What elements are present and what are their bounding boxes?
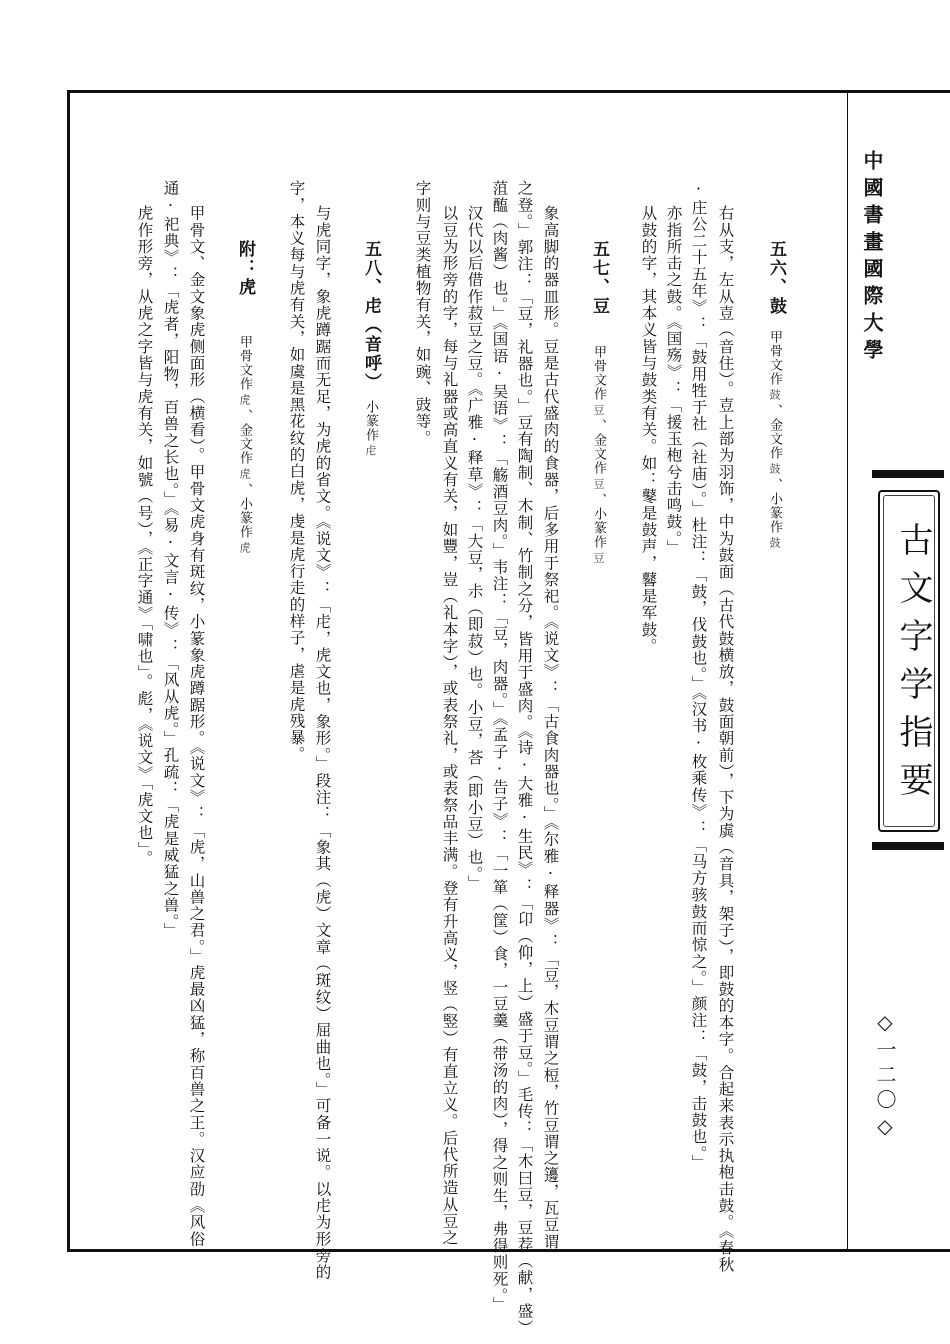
section-56-para-4: 从鼓的字，其本义皆与鼓类有关。如：鼕是鼓声，鼛是军鼓。 (639, 205, 658, 655)
section-58-para-1: 与虎同字，象虎蹲踞而无足，为虎的省文。《说文》：「虍，虎文也，象形。」段注：「象其（虎）文章（斑纹）屈曲也。」可备一说。以虍为形旁的 (313, 205, 332, 1281)
forms-label: 、小篆作 (237, 483, 252, 539)
section-57-para-1: 象高脚的器皿形。豆是古代盛肉的食器，后多用于祭祀。《说文》：「古食肉器也。」《尔雅·释器》：「豆，木豆谓之梪，竹豆谓之籩，瓦豆谓 (541, 205, 560, 1250)
cartouche-frame (878, 490, 940, 832)
seal-glyph: 虍 (364, 445, 377, 457)
forms-label: 甲骨文作 (237, 335, 252, 391)
seal-glyph: 虎 (238, 542, 251, 554)
appendix-para-3: 虎作形旁，从虎之字皆与虎有关，如號（号），《正字通》「啸也」。彪，《说文》「虎文也」。 (135, 205, 154, 867)
section-56-para-1: 右从支，左从壴（音住）。壴上部为羽饰，中为鼓面（古代鼓横放，鼓面朝前），下为虡（音具，架子），即鼓的本字。合起来表示执枹击鼓。《春秋 (716, 205, 735, 1273)
bronze-glyph: 豆 (592, 478, 605, 490)
appendix-heading: 附：虎 (235, 240, 255, 297)
seal-glyph: 豆 (592, 552, 605, 564)
bronze-glyph: 虎 (238, 468, 251, 480)
section-57-para-5: 以豆为形旁的字，每与礼器或高直义有关，如豐，豈（礼本字），或表祭礼，或表祭品丰满。登有升高义，竖（竪）有直立义。后代所造从豆之 (440, 205, 459, 1247)
section-58-heading: 五八、虍（音呼） (361, 240, 381, 392)
section-57-para-6: 字则与豆类植物有关，如豌、豉等。 (413, 180, 432, 447)
section-57-para-3: 菹醢（肉酱）也。」《国语·吴语》：「觞酒豆肉。」韦注：「豆，肉器。」《孟子·告子》：「一箪（筐）食，一豆羹（带汤的肉），得之则生，弗得则死。」 (490, 180, 509, 1313)
forms-label: 、金文作 (591, 419, 606, 475)
forms-label: 、小篆作 (591, 493, 606, 549)
book-title: 古文字学指要 (893, 522, 933, 810)
appendix-forms (238, 335, 251, 557)
sidebar-divider (847, 90, 848, 1252)
appendix-para-2: 通·祀典》：「虎者，阳物，百兽之长也。」《易·文言·传》：「风从虎。」孔疏：「虎是威猛之兽。」 (161, 180, 180, 940)
page-number: ◇一二〇◇ (873, 1010, 897, 1143)
cartouche-bottom-bar (872, 842, 944, 850)
section-56-title: 五六、鼓 (766, 240, 786, 316)
section-57-forms (592, 345, 605, 567)
section-57-para-4: 汉代以后借作菽豆之豆。《广雅·释草》：「大豆，尗（即菽）也。小豆，荅（即小豆）也。」 (465, 205, 484, 892)
forms-label: 甲骨文作 (767, 330, 782, 386)
section-57-para-2: 之登。」郭注：「豆，礼器也。」豆有陶制、木制、竹制之分，皆用于盛肉。《诗·大雅·生民》：「卬（仰，上）盛于豆。」毛传：「木曰豆，豆荐（献，盛） (515, 180, 534, 1337)
forms-label: 、金文作 (237, 409, 252, 465)
section-56-para-2: ·庄公二十五年》：「鼓用牲于社（社庙）。」杜注：「鼓，伐鼓也。」《汉书·枚乘传》：「马方骇鼓而惊之。」颜注：「鼓，击鼓也。」 (689, 180, 708, 1171)
cartouche-top-bar (872, 470, 944, 478)
forms-label: 甲骨文作 (591, 345, 606, 401)
forms-label: 小篆作 (363, 400, 378, 442)
section-58-forms (364, 400, 377, 460)
section-57-heading: 五七、豆 (589, 240, 609, 316)
oracle-glyph: 鼓 (768, 389, 781, 401)
book-title-cartouche (872, 470, 944, 850)
section-58-para-2: 字，本义每与虎有关，如虞是黑花纹的白虎，虔是虎行走的样子，虐是虎残暴。 (287, 180, 306, 763)
bronze-glyph: 鼓 (768, 463, 781, 475)
appendix-para-1: 甲骨文、金文象虎侧面形（横看）。甲骨文虎身有斑纹，小篆象虎蹲踞形。《说文》：「虎，山兽之君。」虎最凶猛，称百兽之王。汉应劭《风俗 (187, 205, 206, 1248)
oracle-glyph: 虎 (238, 394, 251, 406)
seal-glyph: 鼓 (768, 537, 781, 549)
section-56-forms (768, 330, 781, 552)
section-56-para-3: 亦指所击之鼓。《国殇》：「援玉枹兮击鸣鼓。」 (664, 205, 683, 556)
university-name: 中國書畫國際大學 (860, 150, 884, 366)
forms-label: 、小篆作 (767, 478, 782, 534)
forms-label: 、金文作 (767, 404, 782, 460)
oracle-glyph: 豆 (592, 404, 605, 416)
